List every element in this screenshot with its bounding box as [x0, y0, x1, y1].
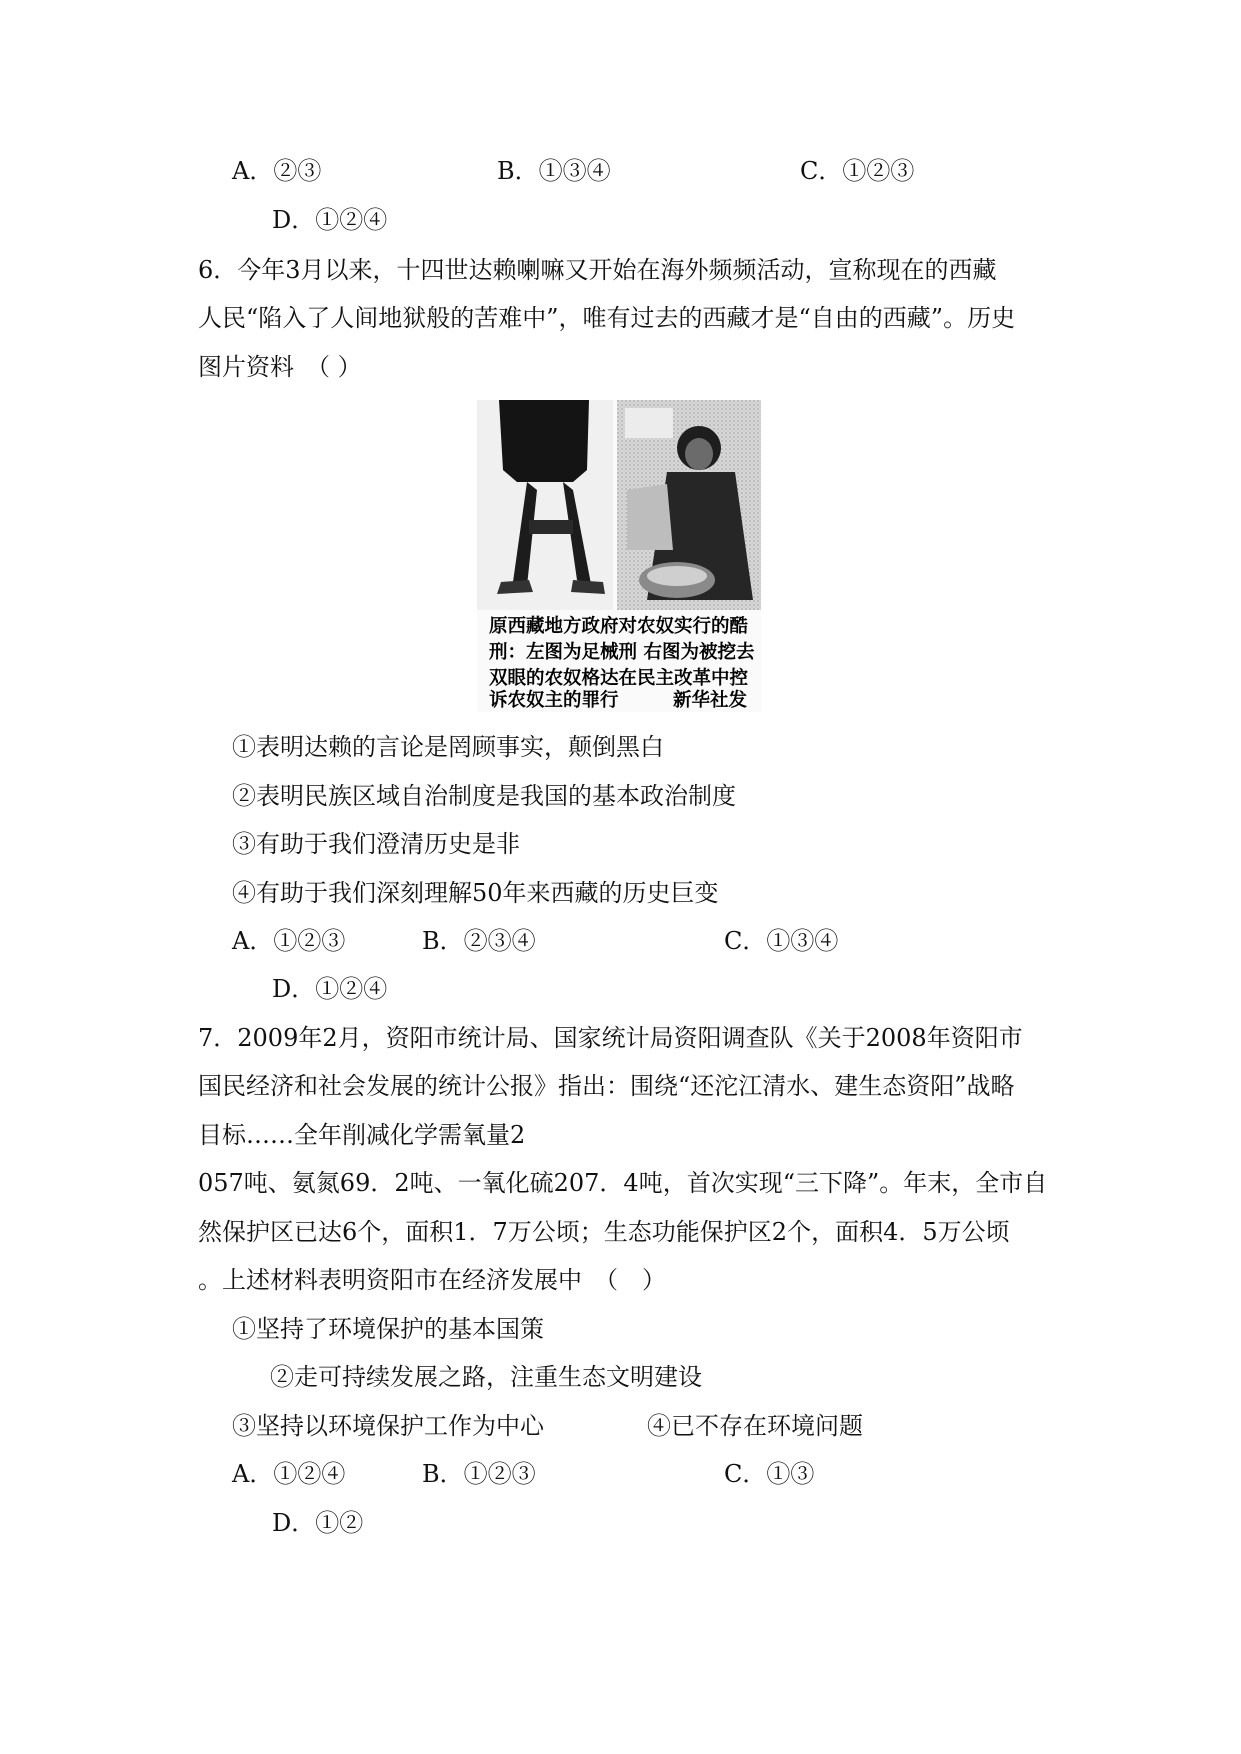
right-photo-blinded-serf [617, 400, 761, 610]
photo-caption-credit: 新华社发 [673, 690, 748, 711]
q7-item-2: ②走可持续发展之路，注重生态文明建设 [270, 1363, 702, 1391]
q5-option-a: A．②③ [232, 157, 322, 185]
q7-item-1: ①坚持了环境保护的基本国策 [232, 1315, 544, 1343]
q5-option-c: C．①②③ [800, 157, 915, 185]
historical-photo-figure [477, 400, 761, 712]
q7-option-c: C．①③ [724, 1460, 815, 1488]
q6-stem-line-3: 图片资料 （ ） [198, 353, 362, 381]
q7-item-3: ③坚持以环境保护工作为中心 [232, 1412, 544, 1440]
q7-stem-line-4: 057吨、氨氮69．2吨、一氧化硫207．4吨，首次实现“三下降”。年末，全市自 [198, 1169, 1048, 1197]
q7-stem-line-6: 。上述材料表明资阳市在经济发展中 （ ） [198, 1266, 666, 1294]
q5-option-b: B．①③④ [497, 157, 611, 185]
photo-caption-line-1: 原西藏地方政府对农奴实行的酷 [489, 616, 749, 637]
q7-option-d: D．①② [272, 1509, 364, 1537]
q7-option-a: A．①②④ [232, 1460, 346, 1488]
q7-option-b: B．①②③ [422, 1460, 536, 1488]
left-photo-foot-stocks [477, 400, 613, 610]
q6-item-1: ①表明达赖的言论是罔顾事实，颠倒黑白 [232, 733, 664, 761]
photo-caption-line-2: 刑：左图为足械刑 右图为被挖去 [489, 642, 755, 663]
q6-option-d: D．①②④ [272, 975, 388, 1003]
q6-option-c: C．①③④ [724, 927, 839, 955]
q6-option-b: B．②③④ [422, 927, 536, 955]
q6-option-a: A．①②③ [232, 927, 346, 955]
q7-stem-line-3: 目标……全年削减化学需氧量2 [198, 1121, 526, 1149]
q5-option-d: D．①②④ [272, 206, 388, 234]
q6-stem-line-1: 6．今年3月以来，十四世达赖喇嘛又开始在海外频频活动，宣称现在的西藏 [198, 256, 997, 284]
photo-image [477, 400, 761, 610]
q6-stem-line-2: 人民“陷入了人间地狱般的苦难中”，唯有过去的西藏才是“自由的西藏”。历史 [198, 304, 1016, 332]
q7-stem-line-2: 国民经济和社会发展的统计公报》指出：围绕“还沱江清水、建生态资阳”战略 [198, 1072, 1015, 1100]
q7-item-4: ④已不存在环境问题 [647, 1412, 863, 1440]
q6-item-4: ④有助于我们深刻理解50年来西藏的历史巨变 [232, 879, 719, 907]
photo-caption-line-4: 诉农奴主的罪行 [489, 690, 619, 711]
q7-stem-line-1: 7．2009年2月，资阳市统计局、国家统计局资阳调查队《关于2008年资阳市 [198, 1024, 1023, 1052]
q6-item-2: ②表明民族区域自治制度是我国的基本政治制度 [232, 782, 736, 810]
q6-item-3: ③有助于我们澄清历史是非 [232, 830, 520, 858]
q7-stem-line-5: 然保护区已达6个，面积1．7万公顷；生态功能保护区2个，面积4．5万公顷 [198, 1218, 1010, 1246]
photo-caption-line-3: 双眼的农奴格达在民主改革中控 [489, 668, 749, 689]
